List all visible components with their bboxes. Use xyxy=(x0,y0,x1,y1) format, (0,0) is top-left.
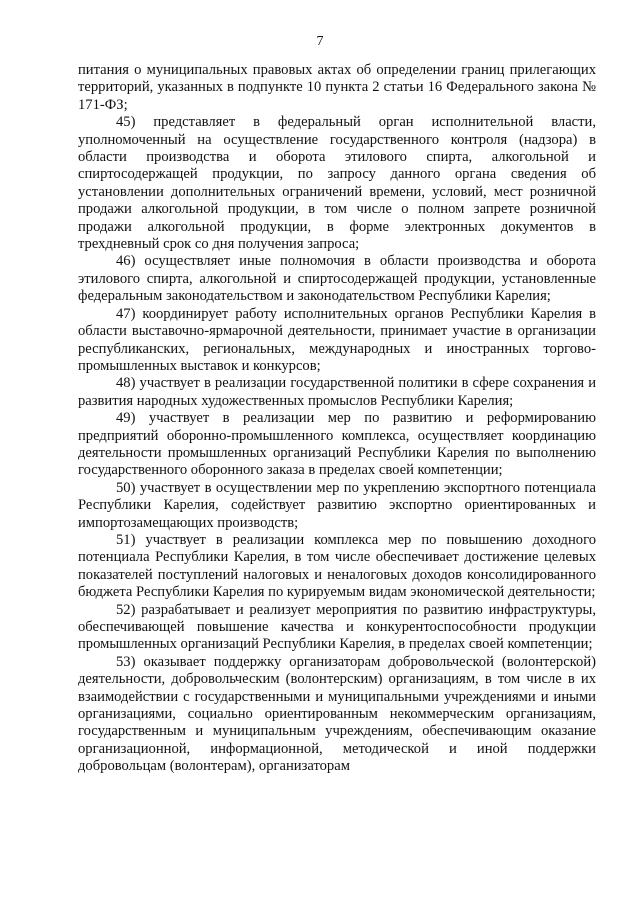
paragraph-item-47: 47) координирует работу исполнительных органов Республики Карелия в области выставочно-ярмарочной деятельности, принимает участие в организации республиканских, региональных, международных и иностранных торгово-промышленных выставок и конкурсов; xyxy=(78,305,596,374)
paragraph-item-45: 45) представляет в федеральный орган исполнительной власти, уполномоченный на осуществление государственного контроля (надзора) в области производства и оборота этилового спирта, алкогольной и спиртосодержащей продукции, по запросу данного органа сведения об установлении дополнительных ограничений времени, условий, мест розничной продажи алкогольной продукции, в том числе о полном запрете розничной продажи алкогольной продукции, в форме электронных документов в трехдневный срок со дня получения запроса; xyxy=(78,114,596,253)
paragraph-item-50: 50) участвует в осуществлении мер по укреплению экспортного потенциала Республики Карелия, содействует развитию экспортно ориентированных и импортозамещающих производств; xyxy=(78,479,596,531)
paragraph-item-52: 52) разрабатывает и реализует мероприятия по развитию инфраструктуры, обеспечивающей повышение качества и конкурентоспособности продукции промышленных организаций Республики Карелия, в пределах своей компетенции; xyxy=(78,601,596,653)
paragraph-item-53: 53) оказывает поддержку организаторам добровольческой (волонтерской) деятельности, добровольческим (волонтерским) организациям, в том числе в их взаимодействии с государственными и муниципальными учреждениями и иными организациями, социально ориентированным некоммерческим организациям, государственным и муниципальным учреждениям, обеспечивающим оказание организационной, информационной, методической и иной поддержки добровольцам (волонтерам), организаторам xyxy=(78,653,596,775)
paragraph-item-46: 46) осуществляет иные полномочия в области производства и оборота этилового спирта, алкогольной и спиртосодержащей продукции, установленные федеральным законодательством и законодательством Республики Карелия; xyxy=(78,253,596,305)
page-number: 7 xyxy=(316,34,324,49)
paragraph-continuation: питания о муниципальных правовых актах об определении границ прилегающих территорий, указанных в подпункте 10 пункта 2 статьи 16 Федерального закона № 171-ФЗ; xyxy=(78,62,596,113)
paragraph-item-51: 51) участвует в реализации комплекса мер по повышению доходного потенциала Республики Карелия, в том числе обеспечивает достижение целевых показателей поступлений налоговых и неналоговых доходов консолидированного бюджета Республики Карелия по курируемым видам экономической деятельности; xyxy=(78,531,596,601)
paragraph-item-49: 49) участвует в реализации мер по развитию и реформированию предприятий оборонно-промышленного комплекса, осуществляет координацию деятельности промышленных организаций Республики Карелия по выполнению государственного оборонного заказа в пределах своей компетенции; xyxy=(78,410,596,479)
paragraph-item-48: 48) участвует в реализации государственной политики в сфере сохранения и развития народных художественных промыслов Республики Карелия; xyxy=(78,375,596,409)
document-body xyxy=(78,62,596,776)
